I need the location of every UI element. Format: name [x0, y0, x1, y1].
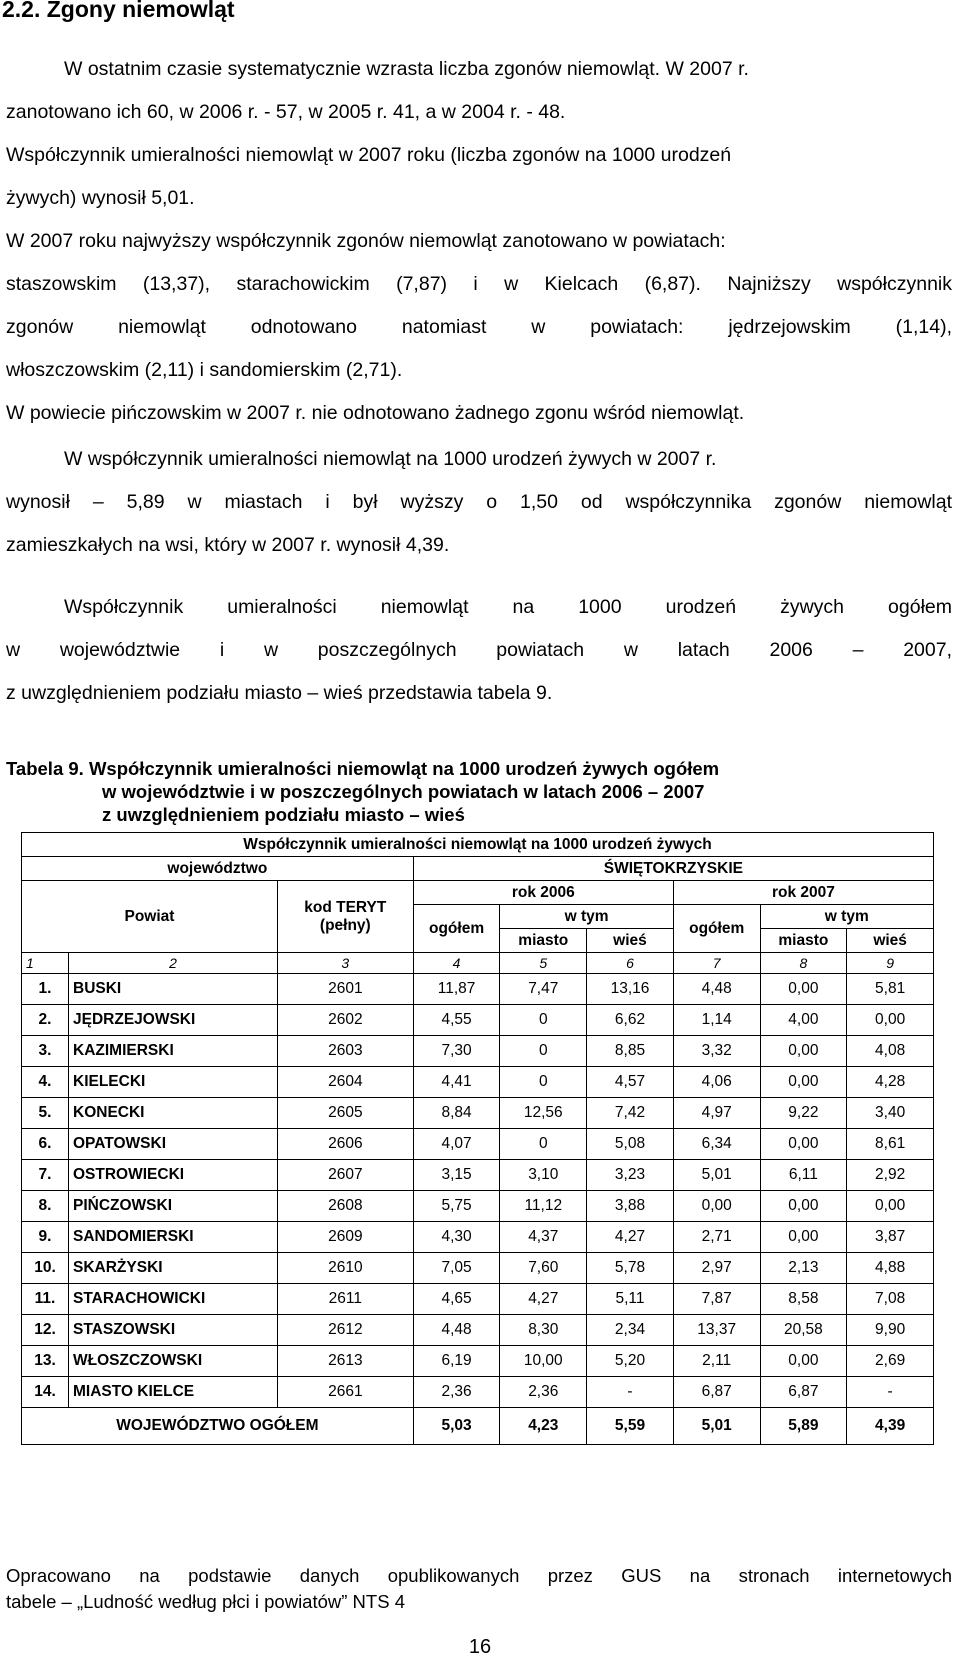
teryt-code: 2601 [277, 974, 413, 1005]
table-row [22, 1377, 934, 1408]
p1-line: W powiecie pińczowskim w 2007 r. nie odnotowano żadnego zgonu wśród niemowląt. [6, 402, 745, 424]
rate-value: 0,00 [760, 1191, 847, 1222]
rate-value: 4,08 [847, 1036, 934, 1067]
rate-value: 3,32 [673, 1036, 760, 1067]
rate-value: 2,36 [500, 1377, 587, 1408]
total-label: WOJEWÓDZTWO OGÓŁEM [22, 1408, 414, 1445]
table-row [22, 1253, 934, 1284]
rate-value: 2,71 [673, 1222, 760, 1253]
rate-value: 0,00 [673, 1191, 760, 1222]
row-number: 3. [22, 1036, 69, 1067]
p3-line: w województwie i w poszczególnych powiatach w latach 2006 – 2007, [6, 639, 952, 661]
p1-line: włoszczowskim (2,11) i sandomierskim (2,71). [6, 359, 403, 381]
rate-value: 6,87 [760, 1377, 847, 1408]
row-number: 7. [22, 1160, 69, 1191]
col-header-wtym-2006: w tym [500, 905, 673, 929]
rate-value: 11,87 [413, 974, 500, 1005]
source-note [6, 1563, 952, 1615]
col-header-kod: kod TERYT (pełny) [277, 881, 413, 953]
row-number: 5. [22, 1098, 69, 1129]
total-value: 4,23 [500, 1408, 587, 1445]
rate-value: 5,01 [673, 1160, 760, 1191]
rate-value: 3,23 [587, 1160, 674, 1191]
rate-value: 1,14 [673, 1005, 760, 1036]
powiat-name: MIASTO KIELCE [69, 1377, 278, 1408]
rate-value: 7,05 [413, 1253, 500, 1284]
col-header-wies-2006: wieś [587, 929, 674, 953]
col-header-wtym-2007: w tym [760, 905, 933, 929]
col-header-ogolem-2006: ogółem [413, 905, 500, 953]
teryt-code: 2602 [277, 1005, 413, 1036]
row-number: 4. [22, 1067, 69, 1098]
total-value: 5,59 [587, 1408, 674, 1445]
column-number: 9 [847, 953, 934, 974]
caption-label: Tabela 9. [6, 758, 84, 779]
rate-value: 0 [500, 1005, 587, 1036]
table-caption [6, 757, 719, 826]
rate-value: 0,00 [760, 1036, 847, 1067]
rate-value: 3,15 [413, 1160, 500, 1191]
rate-value: 4,27 [587, 1222, 674, 1253]
rate-value: 11,12 [500, 1191, 587, 1222]
p1-line: zanotowano ich 60, w 2006 r. - 57, w 2005 r. 41, a w 2004 r. - 48. [6, 101, 566, 123]
p1-line: staszowskim (13,37), starachowickim (7,87) i w Kielcach (6,87). Najniższy współczynnik [6, 273, 952, 295]
rate-value: 7,60 [500, 1253, 587, 1284]
row-number: 9. [22, 1222, 69, 1253]
table-row [22, 1036, 934, 1067]
rate-value: 2,97 [673, 1253, 760, 1284]
p3-line: Współczynnik umieralności niemowląt na 1000 urodzeń żywych ogółem [64, 596, 952, 618]
rate-value: 4,65 [413, 1284, 500, 1315]
teryt-code: 2612 [277, 1315, 413, 1346]
p2-line: W współczynnik umieralności niemowląt na 1000 urodzeń żywych w 2007 r. [64, 448, 717, 470]
p3-line: z uwzględnieniem podziału miasto – wieś przedstawia tabela 9. [6, 682, 553, 704]
source-line-2: tabele – „Ludność według płci i powiatów” NTS 4 [6, 1591, 405, 1612]
row-number: 6. [22, 1129, 69, 1160]
rate-value: 7,42 [587, 1098, 674, 1129]
rate-value: 2,69 [847, 1346, 934, 1377]
powiat-name: SKARŻYSKI [69, 1253, 278, 1284]
rate-value: 0,00 [760, 1222, 847, 1253]
teryt-code: 2603 [277, 1036, 413, 1067]
column-number: 7 [673, 953, 760, 974]
rate-value: 9,90 [847, 1315, 934, 1346]
rate-value: 3,40 [847, 1098, 934, 1129]
column-number: 2 [69, 953, 278, 974]
table-row [22, 1160, 934, 1191]
table-row [22, 1067, 934, 1098]
p1-line: W ostatnim czasie systematycznie wzrasta liczba zgonów niemowląt. W 2007 r. [64, 58, 749, 80]
rate-value: 4,48 [673, 974, 760, 1005]
rate-value: 0,00 [760, 1129, 847, 1160]
rate-value: 7,87 [673, 1284, 760, 1315]
table-row [22, 1315, 934, 1346]
col-header-ogolem-2007: ogółem [673, 905, 760, 953]
rate-value: 0,00 [847, 1191, 934, 1222]
powiat-name: WŁOSZCZOWSKI [69, 1346, 278, 1377]
powiat-name: KIELECKI [69, 1067, 278, 1098]
rate-value: 8,58 [760, 1284, 847, 1315]
total-value: 5,89 [760, 1408, 847, 1445]
rate-value: 4,37 [500, 1222, 587, 1253]
rate-value: 8,85 [587, 1036, 674, 1067]
region-name: ŚWIĘTOKRZYSKIE [413, 857, 933, 881]
rate-value: 0,00 [760, 1067, 847, 1098]
teryt-code: 2604 [277, 1067, 413, 1098]
paragraph-infant-deaths [6, 48, 952, 435]
rate-value: 3,88 [587, 1191, 674, 1222]
source-line-1: Opracowano na podstawie danych opublikowanych przez GUS na stronach internetowych [6, 1565, 952, 1586]
total-value: 5,01 [673, 1408, 760, 1445]
rate-value: 4,06 [673, 1067, 760, 1098]
rate-value: 7,47 [500, 974, 587, 1005]
rate-value: 7,30 [413, 1036, 500, 1067]
teryt-code: 2611 [277, 1284, 413, 1315]
region-label: województwo [22, 857, 414, 881]
rate-value: - [847, 1377, 934, 1408]
rate-value: 4,88 [847, 1253, 934, 1284]
rate-value: 7,08 [847, 1284, 934, 1315]
rate-value: 8,84 [413, 1098, 500, 1129]
col-header-miasto-2006: miasto [500, 929, 587, 953]
rate-value: 2,34 [587, 1315, 674, 1346]
teryt-code: 2606 [277, 1129, 413, 1160]
rate-value: 4,28 [847, 1067, 934, 1098]
rate-value: 0,00 [847, 1005, 934, 1036]
p1-line: żywych) wynosił 5,01. [6, 187, 195, 209]
rate-value: 2,11 [673, 1346, 760, 1377]
rate-value: 6,62 [587, 1005, 674, 1036]
rate-value: 4,97 [673, 1098, 760, 1129]
rate-value: 5,20 [587, 1346, 674, 1377]
col-header-year-2007: rok 2007 [673, 881, 933, 905]
rate-value: 6,19 [413, 1346, 500, 1377]
column-number: 1 [22, 953, 69, 974]
powiat-name: KAZIMIERSKI [69, 1036, 278, 1067]
row-number: 1. [22, 974, 69, 1005]
rate-value: 0,00 [760, 1346, 847, 1377]
teryt-code: 2610 [277, 1253, 413, 1284]
rate-value: 3,10 [500, 1160, 587, 1191]
row-number: 8. [22, 1191, 69, 1222]
column-number-row [22, 953, 934, 974]
column-number: 6 [587, 953, 674, 974]
column-number: 3 [277, 953, 413, 974]
column-number: 8 [760, 953, 847, 974]
rate-value: 6,34 [673, 1129, 760, 1160]
rate-value: 8,30 [500, 1315, 587, 1346]
teryt-code: 2609 [277, 1222, 413, 1253]
powiat-name: STASZOWSKI [69, 1315, 278, 1346]
rate-value: 12,56 [500, 1098, 587, 1129]
rate-value: 8,61 [847, 1129, 934, 1160]
table-row [22, 1005, 934, 1036]
rate-value: 0,00 [760, 974, 847, 1005]
row-number: 11. [22, 1284, 69, 1315]
paragraph-urban-rural [6, 438, 952, 567]
table-total-row [22, 1408, 934, 1445]
p2-line: zamieszkałych na wsi, który w 2007 r. wynosił 4,39. [6, 534, 450, 556]
caption-line-3: z uwzględnieniem podziału miasto – wieś [102, 804, 465, 825]
rate-value: - [587, 1377, 674, 1408]
p1-line: Współczynnik umieralności niemowląt w 2007 roku (liczba zgonów na 1000 urodzeń [6, 144, 732, 166]
row-number: 14. [22, 1377, 69, 1408]
column-number: 4 [413, 953, 500, 974]
powiat-name: PIŃCZOWSKI [69, 1191, 278, 1222]
rate-value: 2,13 [760, 1253, 847, 1284]
teryt-code: 2607 [277, 1160, 413, 1191]
teryt-code: 2608 [277, 1191, 413, 1222]
rate-value: 5,11 [587, 1284, 674, 1315]
teryt-code: 2605 [277, 1098, 413, 1129]
rate-value: 0 [500, 1067, 587, 1098]
rate-value: 4,55 [413, 1005, 500, 1036]
rate-value: 5,08 [587, 1129, 674, 1160]
rate-value: 0 [500, 1129, 587, 1160]
total-value: 4,39 [847, 1408, 934, 1445]
rate-value: 4,27 [500, 1284, 587, 1315]
table-row [22, 1222, 934, 1253]
rate-value: 4,41 [413, 1067, 500, 1098]
page-number: 16 [468, 1636, 492, 1658]
infant-mortality-table [21, 832, 934, 1445]
teryt-code: 2661 [277, 1377, 413, 1408]
row-number: 13. [22, 1346, 69, 1377]
column-number: 5 [500, 953, 587, 974]
rate-value: 4,30 [413, 1222, 500, 1253]
rate-value: 5,75 [413, 1191, 500, 1222]
table-row [22, 1098, 934, 1129]
row-number: 10. [22, 1253, 69, 1284]
p1-line: W 2007 roku najwyższy współczynnik zgonów niemowląt zanotowano w powiatach: [6, 230, 726, 252]
powiat-name: KONECKI [69, 1098, 278, 1129]
rate-value: 3,87 [847, 1222, 934, 1253]
rate-value: 4,07 [413, 1129, 500, 1160]
rate-value: 2,92 [847, 1160, 934, 1191]
rate-value: 4,00 [760, 1005, 847, 1036]
powiat-name: JĘDRZEJOWSKI [69, 1005, 278, 1036]
rate-value: 20,58 [760, 1315, 847, 1346]
powiat-name: BUSKI [69, 974, 278, 1005]
row-number: 2. [22, 1005, 69, 1036]
rate-value: 0 [500, 1036, 587, 1067]
powiat-name: OPATOWSKI [69, 1129, 278, 1160]
powiat-name: OSTROWIECKI [69, 1160, 278, 1191]
rate-value: 13,37 [673, 1315, 760, 1346]
powiat-name: SANDOMIERSKI [69, 1222, 278, 1253]
p2-line: wynosił – 5,89 w miastach i był wyższy o 1,50 od współczynnika zgonów niemowląt [6, 491, 952, 513]
table-row [22, 974, 934, 1005]
col-header-powiat: Powiat [22, 881, 278, 953]
col-header-wies-2007: wieś [847, 929, 934, 953]
rate-value: 6,11 [760, 1160, 847, 1191]
table-row [22, 1129, 934, 1160]
rate-value: 4,57 [587, 1067, 674, 1098]
section-heading: 2.2. Zgony niemowląt [2, 0, 235, 22]
rate-value: 5,78 [587, 1253, 674, 1284]
powiat-name: STARACHOWICKI [69, 1284, 278, 1315]
rate-value: 4,48 [413, 1315, 500, 1346]
caption-line-2: w województwie i w poszczególnych powiatach w latach 2006 – 2007 [102, 781, 705, 802]
total-value: 5,03 [413, 1408, 500, 1445]
paragraph-table-intro [6, 586, 952, 715]
table-title: Współczynnik umieralności niemowląt na 1000 urodzeń żywych [22, 833, 934, 857]
table-row [22, 1346, 934, 1377]
row-number: 12. [22, 1315, 69, 1346]
teryt-code: 2613 [277, 1346, 413, 1377]
rate-value: 5,81 [847, 974, 934, 1005]
col-header-miasto-2007: miasto [760, 929, 847, 953]
col-header-year-2006: rok 2006 [413, 881, 673, 905]
table-row [22, 1191, 934, 1222]
rate-value: 13,16 [587, 974, 674, 1005]
p1-line: zgonów niemowląt odnotowano natomiast w powiatach: jędrzejowskim (1,14), [6, 316, 952, 338]
table-row [22, 1284, 934, 1315]
rate-value: 9,22 [760, 1098, 847, 1129]
rate-value: 2,36 [413, 1377, 500, 1408]
rate-value: 6,87 [673, 1377, 760, 1408]
rate-value: 10,00 [500, 1346, 587, 1377]
caption-line-1: Współczynnik umieralności niemowląt na 1000 urodzeń żywych ogółem [88, 758, 720, 779]
